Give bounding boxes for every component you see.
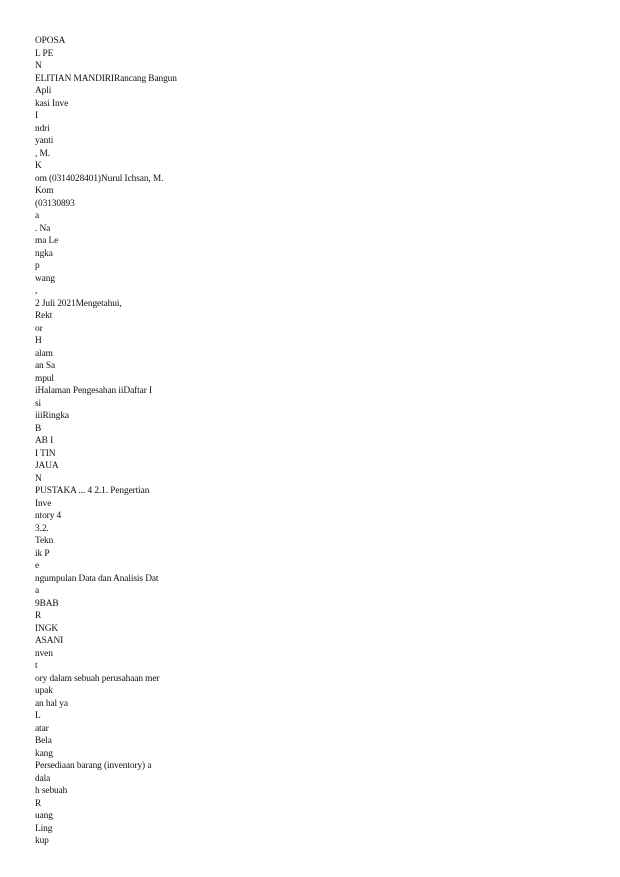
text-line: R <box>35 798 42 809</box>
text-line: kasi Inve <box>35 98 69 109</box>
text-line: an hal ya <box>35 698 68 709</box>
text-line: 3.2. <box>35 523 49 534</box>
text-line: R <box>35 611 42 621</box>
text-line: ma Le <box>35 236 59 246</box>
text-line: I TIN <box>35 448 56 459</box>
text-line: or <box>35 323 43 334</box>
text-line: iiiRingka <box>35 411 69 421</box>
text-line: OPOSA <box>35 36 66 46</box>
text-line: upak <box>35 686 53 696</box>
text-line: ory dalam sebuah perusahaan mer <box>35 673 160 684</box>
text-line: h sebuah <box>35 786 68 796</box>
text-line: ngka <box>35 248 53 259</box>
text-line: kup <box>35 836 49 846</box>
text-line: an Sa <box>35 361 56 371</box>
text-line: alam <box>35 348 53 359</box>
text-line: PUSTAKA ... 4 2.1. Pengertian <box>35 486 150 496</box>
text-line: 2 Juli 2021Mengetahui, <box>35 298 122 309</box>
text-line: , <box>35 286 38 296</box>
text-line: Inve <box>35 498 52 509</box>
text-line: ASANI <box>35 636 64 646</box>
text-line: yanti <box>35 136 54 146</box>
text-line: Bela <box>35 736 52 746</box>
text-line: e <box>35 561 40 571</box>
text-line: N <box>35 61 42 71</box>
document-text-block <box>35 35 595 848</box>
text-line: Ling <box>35 823 53 834</box>
text-line: L <box>35 711 41 721</box>
text-line: B <box>35 423 42 434</box>
text-line: om (0314028401)Nurul Ichsan, M. <box>35 173 164 184</box>
text-line: (03130893 <box>35 198 75 209</box>
text-line: INGK <box>35 623 59 634</box>
text-line: dala <box>35 773 51 784</box>
text-line: a <box>35 211 40 221</box>
text-line: I <box>35 111 39 121</box>
text-line: mpul <box>35 373 54 384</box>
text-line: iHalaman Pengesahan iiDaftar I <box>35 386 153 396</box>
text-line: AB I <box>35 436 54 446</box>
text-line: ntory 4 <box>35 511 62 521</box>
text-line: t <box>35 661 38 671</box>
text-line: Persediaan barang (inventory) a <box>35 761 152 771</box>
text-line: a <box>35 586 40 596</box>
text-line: Rekt <box>35 311 53 321</box>
text-line: K <box>35 161 42 171</box>
text-line: nven <box>35 648 53 659</box>
text-line: Tekn <box>35 536 54 546</box>
text-line: si <box>35 398 42 409</box>
text-line: p <box>35 261 40 271</box>
text-line: kang <box>35 748 53 759</box>
text-line: H <box>35 336 42 346</box>
text-line: L PE <box>35 48 54 59</box>
text-line: 9BAB <box>35 598 59 609</box>
text-line: ngumpulan Data dan Analisis Dat <box>35 573 159 584</box>
text-line: wang <box>35 273 55 284</box>
text-line: N <box>35 473 42 484</box>
text-line: JAUA <box>35 461 59 471</box>
text-line: ik P <box>35 548 50 559</box>
text-line: ELITIAN MANDIRIRancang Bangun <box>35 73 177 84</box>
text-line: . Na <box>35 223 51 234</box>
text-line: uang <box>35 811 53 821</box>
text-line: atar <box>35 723 49 734</box>
text-line: ndri <box>35 123 50 134</box>
text-line: Kom <box>35 186 54 196</box>
text-line: Apli <box>35 86 52 96</box>
text-line: , M. <box>35 148 50 159</box>
